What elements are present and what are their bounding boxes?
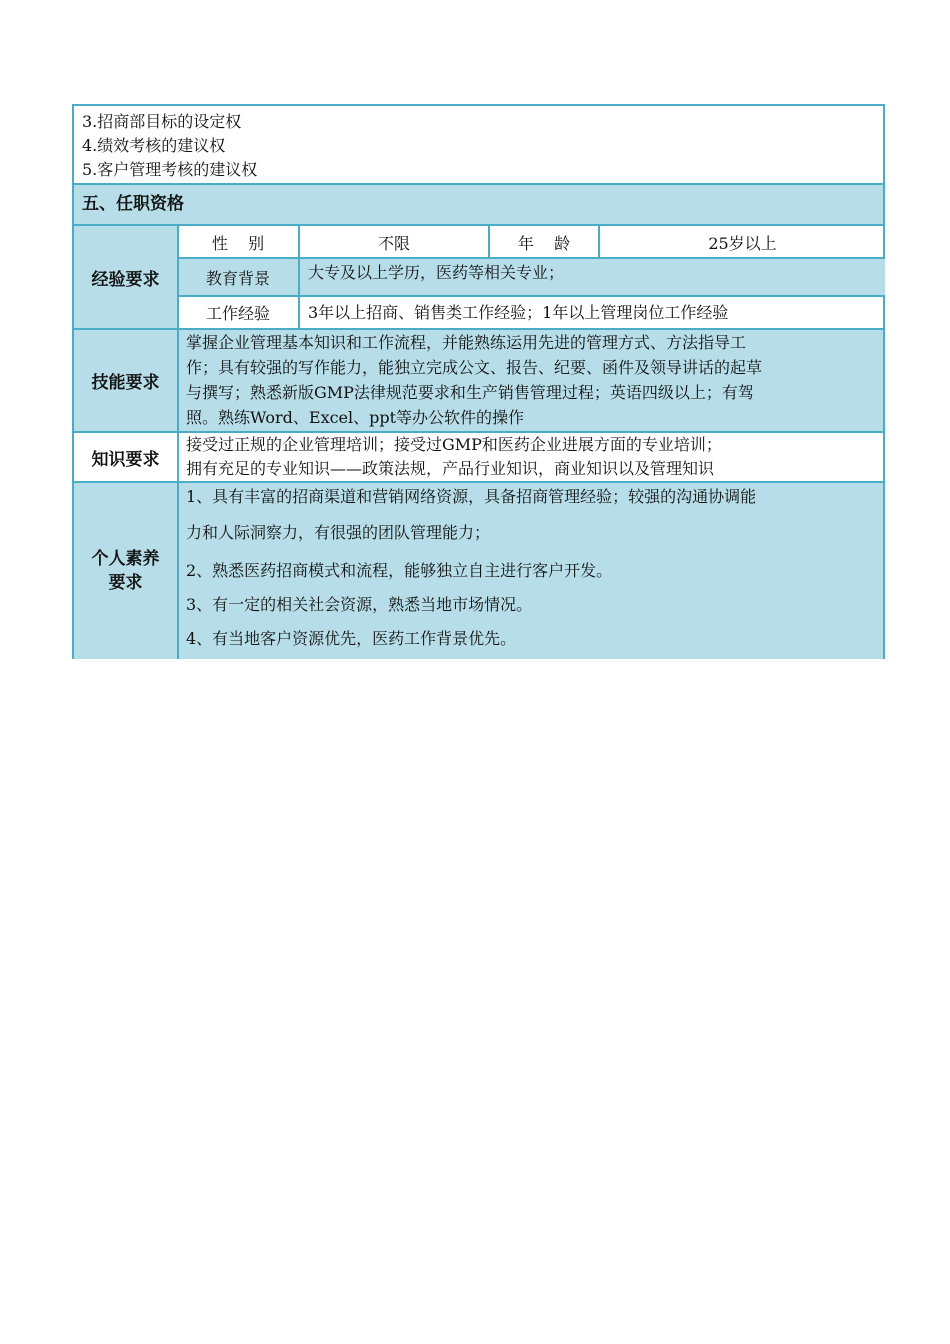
knowledge-line: 拥有充足的专业知识——政策法规，产品行业知识，商业知识以及管理知识 — [186, 459, 715, 478]
gender-value: 不限 — [377, 233, 410, 253]
work-label: 工作经验 — [205, 303, 270, 323]
personal-label-line: 要求 — [108, 573, 143, 593]
personal-label-line: 个人素养 — [91, 549, 160, 569]
work-value: 3年以上招商、销售类工作经验；1年以上管理岗位工作经验 — [308, 303, 729, 322]
right-item: 5.客户管理考核的建议权 — [82, 160, 258, 179]
skills-line: 与撰写；熟悉新版GMP法律规范要求和生产销售管理过程；英语四级以上；有驾 — [186, 383, 754, 402]
age-value: 25岁以上 — [708, 233, 777, 253]
personal-line: 3、有一定的相关社会资源，熟悉当地市场情况。 — [186, 595, 533, 614]
education-value: 大专及以上学历，医药等相关专业； — [308, 263, 565, 282]
personal-line: 力和人际洞察力，有很强的团队管理能力； — [186, 523, 491, 542]
skills-line: 照。熟练Word、Excel、ppt等办公软件的操作 — [186, 408, 525, 427]
age-label: 年 龄 — [517, 233, 571, 253]
qualification-table — [72, 104, 885, 659]
skills-label: 技能要求 — [91, 373, 160, 393]
skills-text — [186, 330, 762, 430]
knowledge-text — [186, 433, 722, 481]
section-title: 五、任职资格 — [82, 194, 184, 214]
right-item: 3.招商部目标的设定权 — [82, 112, 242, 131]
skills-line: 掌握企业管理基本知识和工作流程，并能熟练运用先进的管理方式、方法指导工 — [186, 333, 747, 352]
personal-text — [186, 485, 756, 651]
knowledge-label: 知识要求 — [91, 449, 160, 470]
section-title-band — [74, 184, 883, 224]
right-item: 4.绩效考核的建议权 — [82, 136, 226, 155]
experience-label: 经验要求 — [91, 269, 160, 290]
personal-line: 1、具有丰富的招商渠道和营销网络资源，具备招商管理经验；较强的沟通协调能 — [186, 487, 757, 506]
skills-line: 作；具有较强的写作能力，能独立完成公文、报告、纪要、函件及领导讲话的起草 — [186, 358, 763, 377]
knowledge-line: 接受过正规的企业管理培训；接受过GMP和医药企业进展方面的专业培训； — [186, 435, 722, 454]
education-label: 教育背景 — [205, 268, 270, 288]
gender-label: 性 别 — [211, 233, 265, 253]
personal-line: 4、有当地客户资源优先，医药工作背景优先。 — [186, 629, 517, 648]
personal-line: 2、熟悉医药招商模式和流程，能够独立自主进行客户开发。 — [186, 561, 613, 580]
personal-label — [74, 483, 177, 659]
